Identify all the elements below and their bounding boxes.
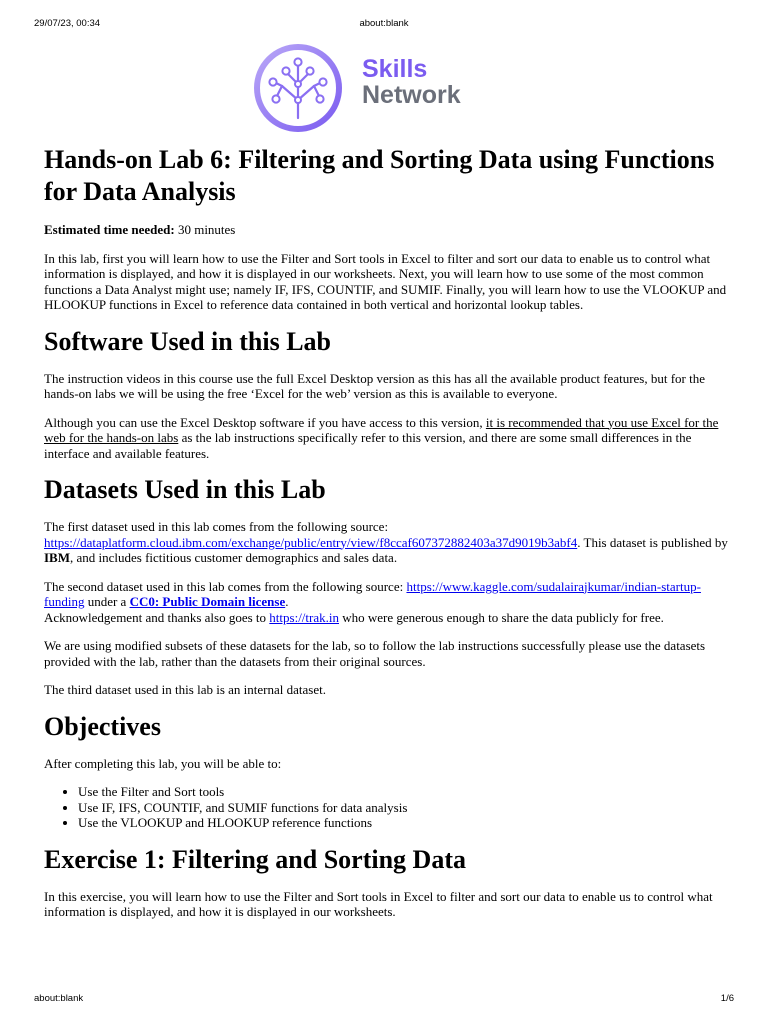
document-body	[44, 144, 728, 933]
exercise1-paragraph: In this exercise, you will learn how to use the Filter and Sort tools in Excel to filter and sort our data to enable us to control what information is displayed, and how it is displayed in our worksheets.	[44, 888, 713, 919]
print-title: about:blank	[359, 18, 409, 29]
datasets-p2-text-a: The second dataset used in this lab comes from the following source:	[44, 578, 407, 594]
kaggle-dataset-link[interactable]: https://www.kaggle.com/sudalairajkumar/indian-startup-funding	[44, 578, 701, 609]
objectives-intro: After completing this lab, you will be able to:	[44, 755, 282, 771]
datasets-p2-text-e: who were generous enough to share the data publicly for free.	[339, 609, 664, 625]
print-datetime: 29/07/23, 00:34	[34, 18, 101, 29]
estimated-time	[44, 222, 728, 238]
software-p2-text-b: as the lab instructions specifically refer to this version, and there are some small differences in the interface and available features.	[44, 430, 692, 461]
logo-word-network: Network	[362, 81, 461, 109]
intro-paragraph: In this lab, first you will learn how to use the Filter and Sort tools in Excel to filter and sort our data to enable us to control what information is displayed, and how it is displayed in our worksheets. Next, you will learn how to use some of the most common functions a Data Analyst might use; namely IF, IFS, COUNTIF, and SUMIF. Finally, you will learn how to use the VLOOKUP and HLOOKUP functions in Excel to reference data contained in both vertical and horizontal lookup tables.	[44, 250, 727, 312]
datasets-paragraph-4: The third dataset used in this lab is an internal dataset.	[44, 682, 326, 697]
print-page-number: 1/6	[720, 993, 734, 1004]
trak-link[interactable]: https://trak.in	[269, 609, 339, 625]
logo-wordmark	[362, 56, 461, 108]
ibm-publisher: IBM	[44, 550, 70, 565]
objective-item: • Use the Filter and Sort tools	[78, 784, 728, 800]
cc0-license-link[interactable]: CC0: Public Domain license	[129, 594, 286, 609]
print-footer	[0, 993, 768, 1007]
exercise1-heading: Exercise 1: Filtering and Sorting Data	[44, 844, 466, 874]
objectives-heading: Objectives	[44, 711, 161, 741]
software-recommendation: it is recommended that you use Excel for the web for the hands-on labs	[44, 414, 719, 445]
software-p2-text-a: Although you can use the Excel Desktop software if you have access to this version,	[44, 414, 486, 430]
datasets-p2-text-b: under a	[84, 594, 130, 609]
datasets-heading: Datasets Used in this Lab	[44, 475, 326, 504]
skills-network-logo	[252, 42, 472, 132]
datasets-p1-text-b: . This dataset is published by	[577, 534, 728, 550]
ibm-dataset-link[interactable]: https://dataplatform.cloud.ibm.com/exchange/public/entry/view/f8ccaf607372882403a37d9019b3abf4	[44, 534, 578, 550]
datasets-p1-text-a: The first dataset used in this lab comes from the following source:	[44, 519, 389, 534]
page-title: Hands-on Lab 6: Filtering and Sorting Data using Functions for Data Analysis	[44, 145, 715, 206]
objective-item: • Use IF, IFS, COUNTIF, and SUMIF functions for data analysis	[78, 800, 728, 816]
network-tree-icon	[252, 42, 344, 134]
estimated-time-label: Estimated time needed:	[44, 222, 175, 237]
software-heading: Software Used in this Lab	[44, 326, 332, 356]
objective-item: • Use the VLOOKUP and HLOOKUP reference functions	[78, 815, 728, 831]
datasets-paragraph-1	[44, 519, 728, 566]
datasets-p2-text-c: .	[285, 594, 289, 609]
logo-word-skills: Skills	[362, 55, 428, 83]
datasets-p2-text-d: Acknowledgement and thanks also goes to	[44, 609, 270, 625]
estimated-time-value: 30 minutes	[174, 222, 236, 237]
datasets-paragraph-2	[44, 579, 728, 626]
software-paragraph-1: The instruction videos in this course use the full Excel Desktop version as this has all the available product features, but for the hands-on labs we will be using the free ‘Excel for the web’ version as this is available to everyone.	[44, 370, 706, 401]
print-footer-url: about:blank	[34, 993, 84, 1004]
datasets-p1-text-c: , and includes fictitious customer demographics and sales data.	[70, 550, 398, 565]
print-header	[0, 18, 768, 32]
datasets-paragraph-3: We are using modified subsets of these datasets for the lab, so to follow the lab instructions successfully please use the datasets provided with the lab, rather than the datasets from their original sources.	[44, 638, 706, 669]
objectives-list	[44, 784, 728, 831]
software-paragraph-2	[44, 415, 728, 462]
